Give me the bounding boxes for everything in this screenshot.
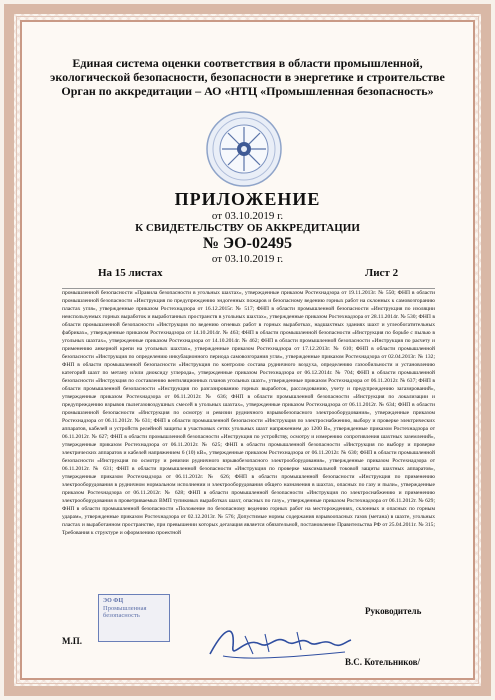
to-certificate-label: К СВИДЕТЕЛЬСТВУ ОБ АККРЕДИТАЦИИ	[135, 222, 360, 234]
sheet-number: Лист 2	[365, 267, 399, 279]
header-line-1: Единая система оценки соответствия в области промышленной,	[72, 56, 423, 70]
stamp-line-2: безопасность	[103, 612, 140, 619]
head-name: В.С. Котельников/	[345, 657, 421, 667]
header-line-3: Орган по аккредитации – АО «НТЦ «Промышленная безопасность»	[61, 84, 434, 98]
document-date-1: от 03.10.2019 г.	[211, 210, 284, 222]
stamp-id: ЭО ФЦ	[103, 598, 124, 604]
seal-place-label: М.П.	[62, 636, 82, 646]
document-date-2: от 03.10.2019 г.	[211, 253, 284, 265]
header	[30, 56, 465, 98]
stamp-line-1: Промышленная	[103, 605, 147, 612]
accreditation-emblem-icon	[205, 110, 283, 188]
head-title: Руководитель	[365, 606, 422, 616]
signature	[205, 616, 355, 666]
certificate-number: № ЭО-02495	[203, 235, 292, 252]
sheets-total: На 15 листах	[98, 267, 163, 279]
body-text: промышленной безопасности «Правила безопасности в угольных шахтах», утвержденные приказом Ростехнадзора от 19.11.2013г. № 550; ФНП в области промышленной безопасности «Инструкция по предупреждению эндогенных пожаров и безопасному ведению горных работ на склонных к самовозгоранию пластах угля», утвержденные приказом Ростехнадзора от 16.12.2015г. № 517; ФНП в области промышленной безопасности «Инструкция по изоляции неиспользуемых горных выработок и выработанных пространств в угольных шахтах», утвержденные приказом Ростехнадзора от 28.11.2014г. № 530; ФНП в области промышленной безопасности «Инструкция по ведению огневых работ в горных выработках, надшахтных зданиях шахт и углеобогатительных фабриках», утвержденные приказом Ростехнадзора от 14.10.2014г. № 463; ФНП в области промышленной безопасности «Инструкция по борьбе с пылью в угольных шахтах», утвержденные приказом Ростехнадзора от 14.10.2014г. № 462; ФНП в области промышленной безопасности «Инструкция по расчету и применению анкерной крепи на угольных шахтах», утвержденные приказом Ростехнадзора от 17.12.2013г. № 610; ФНП в области промышленной безопасности «Инструкция по определению инкубационного периода самовозгорания угля», утвержденные приказом Ростехнадзора от 02.04.2013г. № 132; ФНП в области промышленной безопасности «Инструкция по контролю состава рудничного воздуха, определению газообильности и установлению категорий шахт по метану и/или диоксиду углерода», утвержденные приказом Ростехнадзора от 06.12.2014г. № 704; ФНП в области промышленной безопасности «Инструкция по составлению вентиляционных планов угольных шахт», утвержденные приказом Ростехнадзора от 06.11.2012г. № 637; ФНП в области промышленной безопасности «Инструкция по разгазированию горных выработок, расследованию, учету и предупреждению загазирований», утвержденные приказом Ростехнадзора от 06.11.2012г. № 636; ФНП в области промышленной безопасности «Инструкция по локализации и предупреждению взрывов пылегазовоздушных смесей в угольных шахтах», утвержденные приказом Ростехнадзора от 06.11.2012г. № 634; ФНП в области промышленной безопасности «Инструкция по осмотру и ревизии рудничного взрывобезопасного электрооборудования», утвержденные приказом Ростехнадзора от 06.11.2012г. № 631; ФНП в области промышленной безопасности «Инструкция по электроснабжению, выбору и проверке электрических аппаратов, кабелей и устройств релейной защиты в участковых сетях угольных шахт напряжением до 1200 В», утвержденные приказом Ростехнадзора от 06.11.2012г. № 627; ФНП в области промышленной безопасности «Инструкция по устройству, осмотру и измерению сопротивления шахтных заземлений», утвержденные приказом Ростехнадзора от 06.11.2012г. № 625; ФНП в области промышленной безопасности «Инструкция по выбору и проверке электрических аппаратов и кабелей напряжением 6 (10) кВ», утвержденные приказом Ростехнадзора от 06.11.2012г. № 630; ФНП в области промышленной безопасности «Инструкция по осмотру и ревизии рудничного взрывобезопасного электрооборудования», утвержденные приказом Ростехнадзора от 06.11.2012г. № 631; ФНП в области промышленной безопасности «Инструкция по проверке максимальной токовой защиты шахтных аппаратов», утвержденные приказом Ростехнадзора от 06.11.2012г. № 626; ФНП в области промышленной безопасности «Инструкция по применению электрооборудования в рудничном нормальном исполнении и электрооборудования общего назначения в шахтах, опасных по газу и пыли», утвержденные приказом Ростехнадзора от 06.11.2012г. № 628; ФНП в области промышленной безопасности «Инструкция по электроснабжению и применению электрооборудования в проветриваемых ВМП тупиковых выработках шахт, опасных по газу», утвержденные приказом Ростехнадзора от 06.11.2012г. № 629; ФНП в области промышленной безопасности «Положение по безопасному ведению горных работ на месторождениях, склонных и опасных по горным ударам», утвержденные приказом Ростехнадзора от 02.12.2013г. № 576; Допустимые нормы содержания взрывоопасных газов (метана) в шахте, угольных пластах и выработанном пространстве, при превышении которых дегазация является обязательной, постановление Правительства РФ от 25.04.2011г. № 315; Требования к структуре и оформлению проектной	[62, 288, 435, 607]
header-line-2: экологической безопасности, безопасности в энергетике и строительстве	[50, 70, 445, 84]
document-title: ПРИЛОЖЕНИЕ	[174, 189, 321, 209]
stamp	[98, 594, 170, 642]
